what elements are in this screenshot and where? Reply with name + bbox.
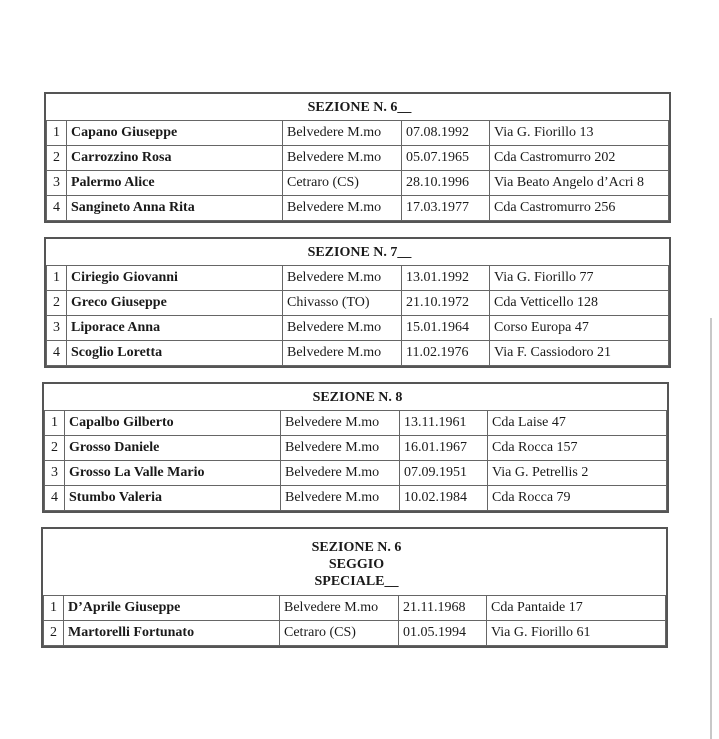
voter-name: Capano Giuseppe <box>67 121 283 146</box>
voter-name: Sangineto Anna Rita <box>67 196 283 221</box>
row-number: 1 <box>45 411 65 436</box>
birthplace: Belvedere M.mo <box>281 486 400 511</box>
birthplace: Belvedere M.mo <box>280 596 399 621</box>
table-row <box>44 621 666 646</box>
section-title-line: SEZIONE N. 7__ <box>307 244 412 260</box>
birth-date: 07.08.1992 <box>402 121 490 146</box>
birth-date: 15.01.1964 <box>402 316 490 341</box>
birth-date: 17.03.1977 <box>402 196 490 221</box>
section-title-line: SEGGIO <box>328 556 385 572</box>
address: Cda Rocca 157 <box>488 436 667 461</box>
voter-name: Martorelli Fortunato <box>64 621 280 646</box>
row-number: 2 <box>45 436 65 461</box>
address: Via F. Cassiodoro 21 <box>490 341 669 366</box>
address: Via G. Fiorillo 61 <box>487 621 666 646</box>
birth-date: 07.09.1951 <box>400 461 488 486</box>
birth-date: 21.10.1972 <box>402 291 490 316</box>
section-title <box>47 239 669 266</box>
row-number: 2 <box>44 621 64 646</box>
section-table <box>44 237 671 368</box>
birth-date: 28.10.1996 <box>402 171 490 196</box>
row-number: 1 <box>47 121 67 146</box>
address: Via G. Fiorillo 77 <box>490 266 669 291</box>
section-table <box>42 382 669 513</box>
section-title <box>47 94 669 121</box>
table-row <box>47 341 669 366</box>
voter-name: Greco Giuseppe <box>67 291 283 316</box>
voter-name: Grosso Daniele <box>65 436 281 461</box>
birth-date: 11.02.1976 <box>402 341 490 366</box>
section-table <box>41 527 668 648</box>
birthplace: Belvedere M.mo <box>283 196 402 221</box>
table-row <box>47 266 669 291</box>
address: Cda Laise 47 <box>488 411 667 436</box>
birth-date: 10.02.1984 <box>400 486 488 511</box>
voter-name: Carrozzino Rosa <box>67 146 283 171</box>
voter-name: Grosso La Valle Mario <box>65 461 281 486</box>
voter-name: Capalbo Gilberto <box>65 411 281 436</box>
table-row <box>45 436 667 461</box>
birth-date: 16.01.1967 <box>400 436 488 461</box>
section-table <box>44 92 671 223</box>
address: Cda Pantaide 17 <box>487 596 666 621</box>
row-number: 1 <box>47 266 67 291</box>
voter-name: Liporace Anna <box>67 316 283 341</box>
page-edge-divider <box>710 318 712 739</box>
table-row <box>45 411 667 436</box>
row-number: 2 <box>47 146 67 171</box>
address: Corso Europa 47 <box>490 316 669 341</box>
table-row <box>47 291 669 316</box>
address: Cda Castromurro 202 <box>490 146 669 171</box>
voter-name: Ciriegio Giovanni <box>67 266 283 291</box>
birthplace: Belvedere M.mo <box>283 266 402 291</box>
section-title-line: SEZIONE N. 6 <box>311 539 402 555</box>
section-title-line: SEZIONE N. 6__ <box>307 99 412 115</box>
birthplace: Chivasso (TO) <box>283 291 402 316</box>
section-title-line: SPECIALE__ <box>314 573 399 589</box>
voter-name: Scoglio Loretta <box>67 341 283 366</box>
table-row <box>45 486 667 511</box>
birthplace: Belvedere M.mo <box>283 341 402 366</box>
birthplace: Belvedere M.mo <box>281 411 400 436</box>
table-row <box>45 461 667 486</box>
row-number: 3 <box>45 461 65 486</box>
voter-name: Palermo Alice <box>67 171 283 196</box>
birth-date: 21.11.1968 <box>399 596 487 621</box>
address: Cda Rocca 79 <box>488 486 667 511</box>
voter-name: D’Aprile Giuseppe <box>64 596 280 621</box>
address: Via G. Petrellis 2 <box>488 461 667 486</box>
birthplace: Cetraro (CS) <box>283 171 402 196</box>
row-number: 2 <box>47 291 67 316</box>
table-row <box>47 121 669 146</box>
address: Cda Castromurro 256 <box>490 196 669 221</box>
table-row <box>47 171 669 196</box>
section-title <box>45 384 667 411</box>
row-number: 4 <box>47 341 67 366</box>
table-row <box>44 596 666 621</box>
row-number: 4 <box>45 486 65 511</box>
birthplace: Belvedere M.mo <box>283 316 402 341</box>
birth-date: 01.05.1994 <box>399 621 487 646</box>
birthplace: Belvedere M.mo <box>283 146 402 171</box>
address: Cda Vetticello 128 <box>490 291 669 316</box>
row-number: 1 <box>44 596 64 621</box>
section-title <box>44 529 666 596</box>
row-number: 4 <box>47 196 67 221</box>
birth-date: 13.01.1992 <box>402 266 490 291</box>
birth-date: 13.11.1961 <box>400 411 488 436</box>
voter-name: Stumbo Valeria <box>65 486 281 511</box>
row-number: 3 <box>47 171 67 196</box>
birthplace: Belvedere M.mo <box>281 436 400 461</box>
address: Via G. Fiorillo 13 <box>490 121 669 146</box>
birthplace: Cetraro (CS) <box>280 621 399 646</box>
birth-date: 05.07.1965 <box>402 146 490 171</box>
birthplace: Belvedere M.mo <box>283 121 402 146</box>
table-row <box>47 196 669 221</box>
table-row <box>47 316 669 341</box>
table-row <box>47 146 669 171</box>
birthplace: Belvedere M.mo <box>281 461 400 486</box>
row-number: 3 <box>47 316 67 341</box>
address: Via Beato Angelo d’Acri 8 <box>490 171 669 196</box>
section-title-line: SEZIONE N. 8 <box>312 389 403 405</box>
